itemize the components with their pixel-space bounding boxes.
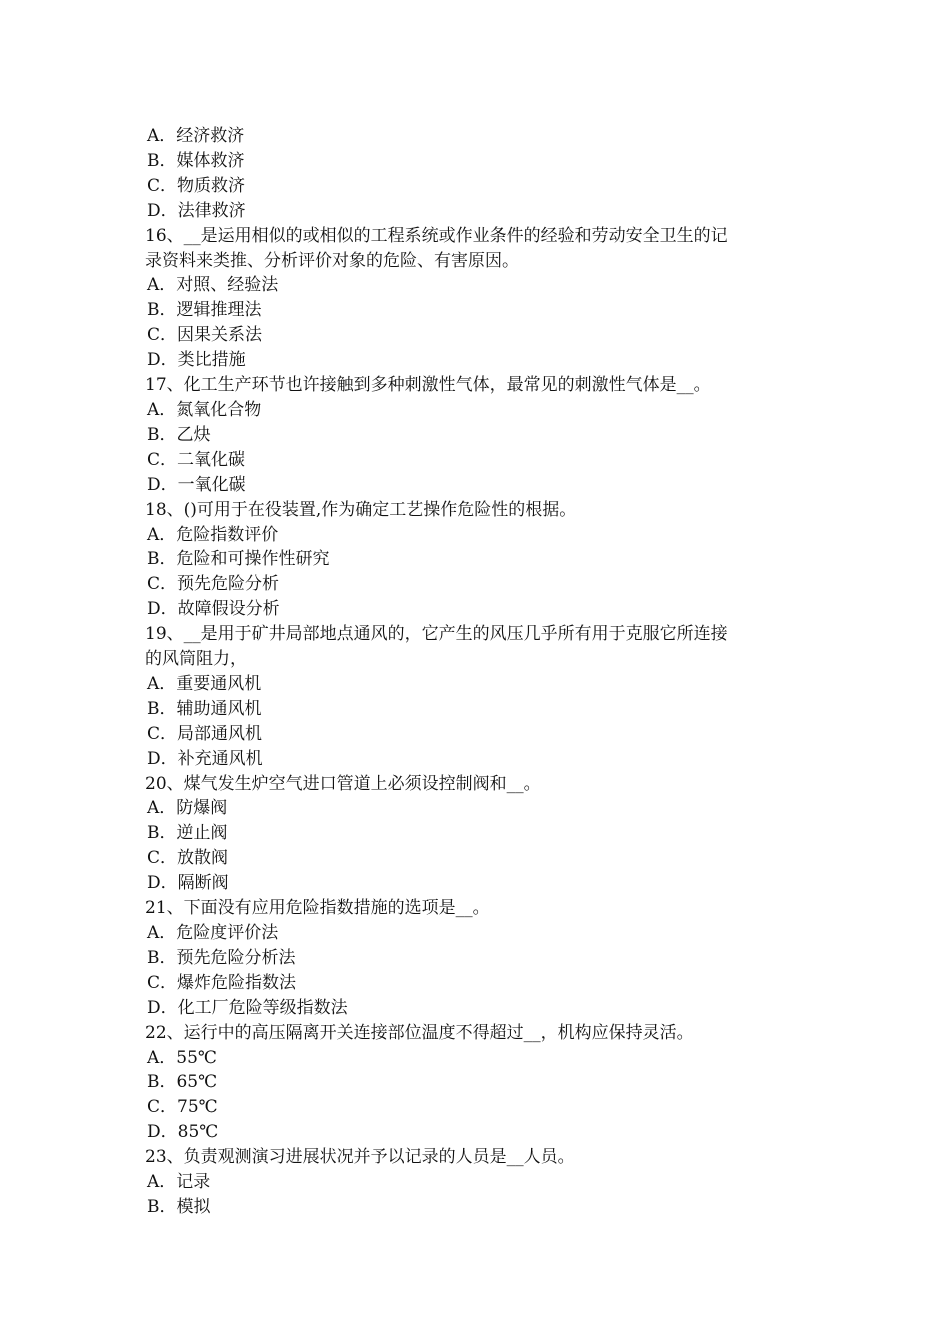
question-text: 18、()可用于在役装置,作为确定工艺操作危险性的根据。	[145, 499, 577, 520]
answer-option: D．一氧化碳	[147, 474, 246, 495]
answer-option: A．危险度评价法	[147, 923, 279, 943]
answer-option: C．物质救济	[147, 175, 246, 196]
answer-option: C．75℃	[147, 1097, 218, 1118]
answer-option: C．二氧化碳	[147, 449, 246, 470]
answer-option: C．局部通风机	[147, 723, 263, 744]
answer-option: D．补充通风机	[147, 748, 263, 769]
answer-option: A．记录	[147, 1172, 211, 1193]
answer-option: A．氮氧化合物	[147, 399, 262, 420]
answer-option: A．防爆阀	[147, 798, 228, 819]
question-text: 23、负责观测演习进展状况并予以记录的人员是__人员。	[145, 1147, 575, 1168]
question-text: 22、运行中的高压隔离开关连接部位温度不得超过__，机构应保持灵活。	[145, 1022, 694, 1043]
answer-option: B．危险和可操作性研究	[147, 549, 330, 570]
answer-option: A．经济救济	[147, 126, 245, 146]
answer-option: C．预先危险分析	[147, 574, 280, 595]
answer-option: D．85℃	[147, 1122, 219, 1143]
answer-option: B．乙炔	[147, 424, 211, 445]
answer-option: B．媒体救济	[147, 150, 245, 171]
question-text: 的风筒阻力，	[145, 649, 247, 670]
question-text: 17、化工生产环节也许接触到多种刺激性气体，最常见的刺激性气体是__。	[145, 375, 711, 396]
question-text: 16、__是运用相似的或相似的工程系统或作业条件的经验和劳动安全卫生的记	[145, 225, 728, 246]
answer-option: C．放散阀	[147, 848, 229, 869]
answer-option: A．危险指数评价	[147, 524, 279, 545]
answer-option: D．化工厂危险等级指数法	[147, 997, 348, 1018]
answer-option: B．模拟	[147, 1196, 211, 1217]
answer-option: B．65℃	[147, 1072, 218, 1093]
question-text: 21、下面没有应用危险指数措施的选项是__。	[145, 898, 490, 919]
answer-option: D．隔断阀	[147, 873, 229, 894]
answer-option: B．逆止阀	[147, 823, 228, 844]
answer-option: C．爆炸危险指数法	[147, 972, 297, 993]
answer-option: B．预先危险分析法	[147, 947, 296, 968]
answer-option: B．逻辑推理法	[147, 300, 262, 321]
answer-option: D．法律救济	[147, 200, 246, 221]
question-text: 20、煤气发生炉空气进口管道上必须设控制阀和__。	[145, 773, 541, 794]
answer-option: D．类比措施	[147, 350, 246, 371]
answer-option: C．因果关系法	[147, 325, 263, 346]
answer-option: A．重要通风机	[147, 673, 262, 694]
question-text: 录资料来类推、分析评价对象的危险、有害原因。	[145, 250, 519, 271]
question-text: 19、__是用于矿井局部地点通风的，它产生的风压几乎所有用于克服它所连接	[145, 624, 728, 645]
answer-option: A．对照、经验法	[147, 275, 279, 296]
answer-option: A．55℃	[147, 1047, 217, 1068]
question-list	[145, 124, 815, 1220]
answer-option: D．故障假设分析	[147, 599, 280, 620]
answer-option: B．辅助通风机	[147, 698, 262, 719]
